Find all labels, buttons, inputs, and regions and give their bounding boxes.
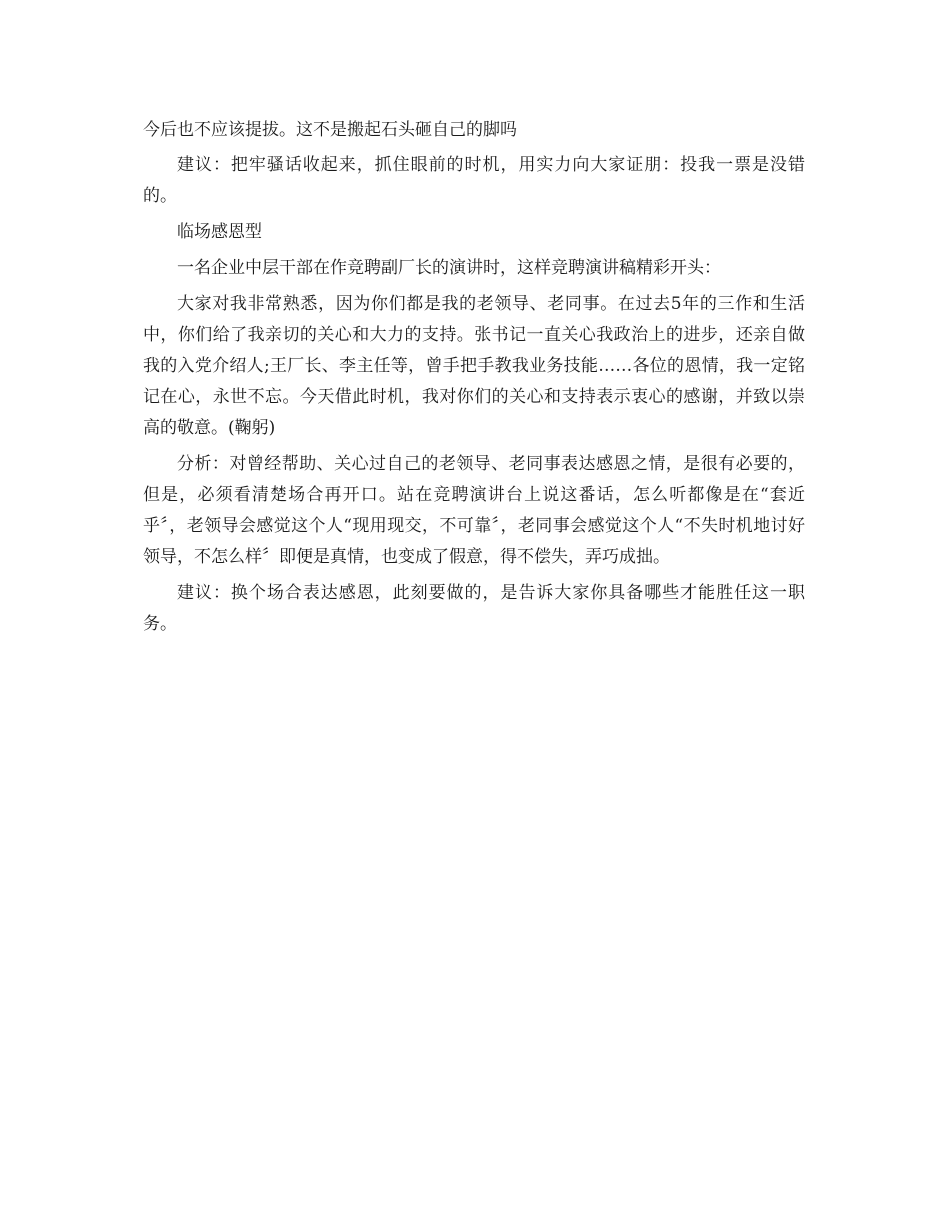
paragraph-suggestion-1: 建议：把牢骚话收起来，抓住眼前的时机，用实力向大家证朋：投我一票是没错的。 (143, 155, 805, 206)
paragraph-intro: 一名企业中层干部在作竞聘副厂长的演讲时，这样竞聘演讲稿精彩开头： (177, 258, 721, 278)
paragraph-speech-example: 大家对我非常熟悉，因为你们都是我的老领导、老同事。在过去5年的三作和生活中，你们给了我亲切的关心和大力的支持。张书记一直关心我政治上的进步，还亲自做我的入党介绍人;王厂长、李主任等，曾手把手教我业务技能……各位的恩情，我一定铭记在心，永世不忘。今天借此时机，我对你们的关心和支持表示衷心的感谢，并致以崇高的敬意。(鞠躬) (143, 294, 805, 438)
paragraph-continuation: 今后也不应该提拔。这不是搬起石头砸自己的脚吗 (143, 120, 517, 140)
document-body (143, 115, 805, 645)
paragraph-suggestion-2: 建议：换个场合表达感恩，此刻要做的，是告诉大家你具备哪些才能胜任这一职务。 (143, 583, 805, 634)
paragraph-analysis: 分析：对曾经帮助、关心过自己的老领导、老同事表达感恩之情，是很有必要的，但是，必须看清楚场合再开口。站在竞聘演讲台上说这番话，怎么听都像是在“套近乎〞，老领导会感觉这个人“现用现交，不可靠〞，老同事会感觉这个人“不失时机地讨好领导，不怎么样〞即便是真情，也变成了假意，得不偿失，弄巧成拙。 (143, 454, 805, 567)
section-heading-gratitude: 临场感恩型 (177, 222, 262, 242)
